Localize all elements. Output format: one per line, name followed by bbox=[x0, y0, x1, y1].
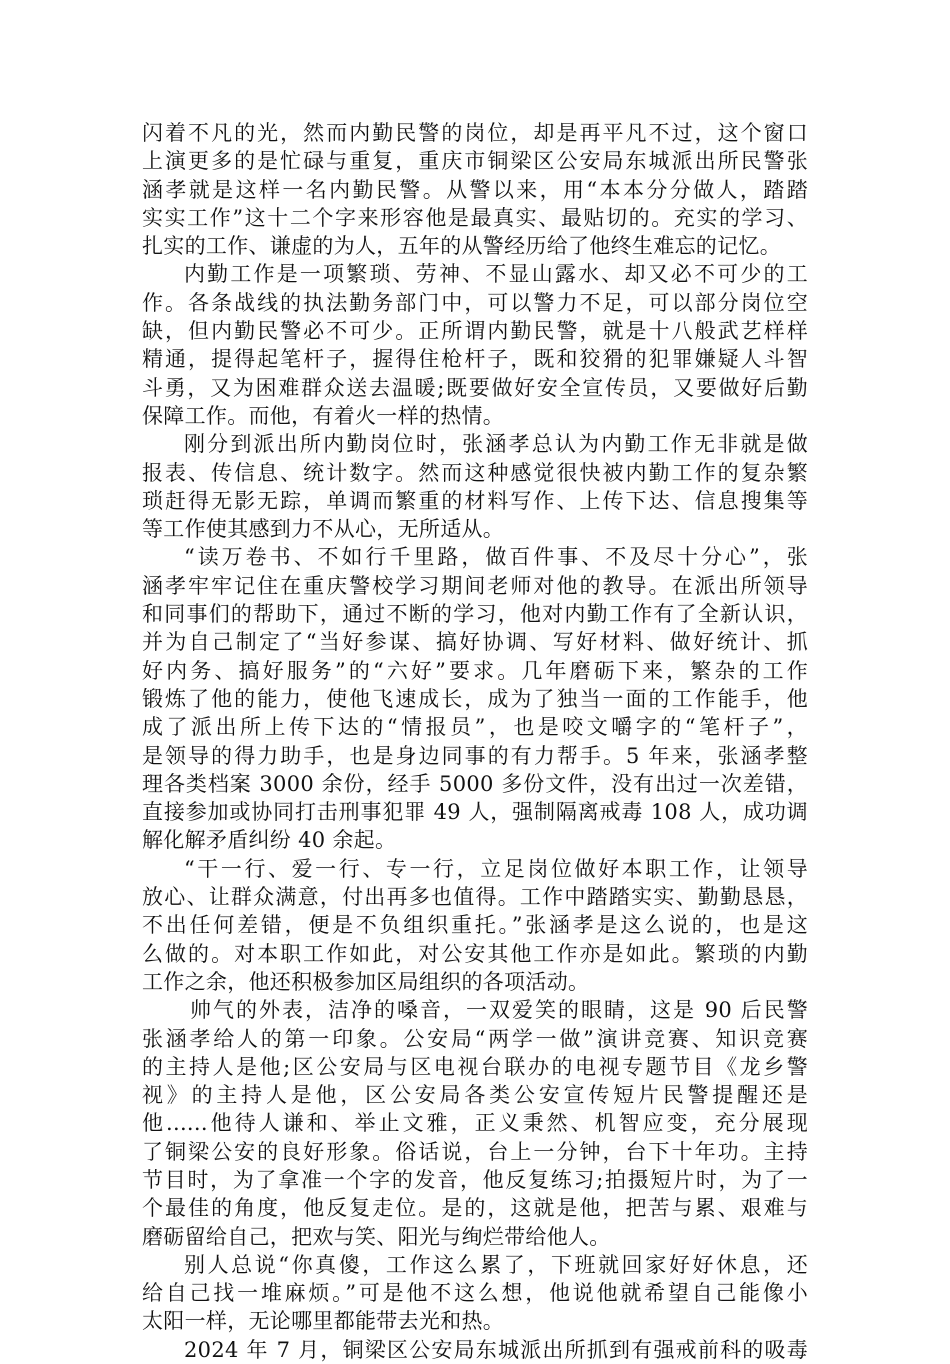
paragraph bbox=[142, 260, 808, 430]
text-line: 内勤工作是一项繁琐、劳神、不显山露水、却又必不可少的工 bbox=[184, 262, 808, 287]
text-line: 琐赶得无影无踪，单调而繁重的材料写作、上传下达、信息搜集等 bbox=[142, 488, 808, 513]
text-line: 缺，但内勤民警必不可少。正所谓内勤民警，就是十八般武艺样样 bbox=[142, 319, 808, 344]
text-line: 和同事们的帮助下，通过不断的学习，他对内勤工作有了全新认识， bbox=[142, 602, 808, 627]
text-line: 解化解矛盾纠纷 40 余起。 bbox=[142, 828, 397, 853]
text-line: 节目时，为了拿准一个字的发音，他反复练习;拍摄短片时，为了一 bbox=[142, 1167, 808, 1192]
paragraph bbox=[142, 855, 808, 996]
text-line: “读万卷书、不如行千里路，做百件事、不及尽十分心”，张 bbox=[184, 545, 808, 570]
text-line: 报表、传信息、统计数字。然而这种感觉很快被内勤工作的复杂繁 bbox=[142, 460, 808, 485]
paragraph bbox=[142, 996, 808, 1251]
text-line: 等工作使其感到力不从心，无所适从。 bbox=[142, 517, 505, 542]
text-line: 好内务、搞好服务”的“六好”要求。几年磨砺下来，繁杂的工作 bbox=[142, 658, 808, 683]
text-line: 别人总说“你真傻，工作这么累了，下班就回家好好休息，还 bbox=[184, 1252, 808, 1277]
text-line: 了铜梁公安的良好形象。俗话说，台上一分钟，台下十年功。主持 bbox=[142, 1139, 808, 1164]
text-line: 帅气的外表，洁净的嗓音，一双爱笑的眼睛，这是 90 后民警 bbox=[190, 998, 808, 1023]
text-line: 涵孝就是这样一名内勤民警。从警以来，用“本本分分做人，踏踏 bbox=[142, 177, 808, 202]
text-line: 直接参加或协同打击刑事犯罪 49 人，强制隔离戒毒 108 人，成功调 bbox=[142, 800, 808, 825]
paragraph bbox=[142, 430, 808, 543]
text-line: 精通，提得起笔杆子，握得住枪杆子，既和狡猾的犯罪嫌疑人斗智 bbox=[142, 347, 808, 372]
text-line: 上演更多的是忙碌与重复，重庆市铜梁区公安局东城派出所民警张 bbox=[142, 149, 808, 174]
paragraph bbox=[142, 119, 808, 260]
text-line: 刚分到派出所内勤岗位时，张涵孝总认为内勤工作无非就是做 bbox=[184, 432, 808, 457]
text-line: 个最佳的角度，他反复走位。是的，这就是他，把苦与累、艰难与 bbox=[142, 1196, 808, 1221]
text-line: 是领导的得力助手，也是身边同事的有力帮手。5 年来，张涵孝整 bbox=[142, 743, 808, 768]
text-line: 斗勇，又为困难群众送去温暖;既要做好安全宣传员，又要做好后勤 bbox=[142, 375, 808, 400]
text-line: 实实工作”这十二个字来形容他是最真实、最贴切的。充实的学习、 bbox=[142, 205, 808, 230]
text-line: 闪着不凡的光，然而内勤民警的岗位，却是再平凡不过，这个窗口 bbox=[142, 121, 808, 145]
text-line: 锻炼了他的能力，使他飞速成长，成为了独当一面的工作能手，他 bbox=[142, 686, 808, 711]
text-line: 视》的主持人是他，区公安局各类公安宣传短片民警提醒还是 bbox=[142, 1083, 808, 1108]
text-line: 太阳一样，无论哪里都能带去光和热。 bbox=[142, 1309, 505, 1334]
text-line: 不出任何差错，便是不负组织重托。”张涵孝是这么说的，也是这 bbox=[142, 913, 808, 938]
paragraph bbox=[142, 543, 808, 854]
text-line: 张涵孝给人的第一印象。公安局“两学一做”演讲竞赛、知识竞赛 bbox=[142, 1026, 808, 1051]
text-line: “干一行、爱一行、专一行，立足岗位做好本职工作，让领导 bbox=[184, 856, 808, 881]
text-line: 2024 年 7 月，铜梁区公安局东城派出所抓到有强戒前科的吸毒 bbox=[184, 1337, 808, 1362]
paragraph bbox=[142, 1336, 808, 1364]
document-page bbox=[142, 119, 808, 1364]
text-line: 么做的。对本职工作如此，对公安其他工作亦是如此。繁琐的内勤 bbox=[142, 941, 808, 966]
text-line: 作。各条战线的执法勤务部门中，可以警力不足，可以部分岗位空 bbox=[142, 290, 808, 315]
text-line: 给自己找一堆麻烦。”可是他不这么想，他说他就希望自己能像小 bbox=[142, 1281, 808, 1306]
text-line: 扎实的工作、谦虚的为人，五年的从警经历给了他终生难忘的记忆。 bbox=[142, 234, 781, 259]
text-line: 保障工作。而他，有着火一样的热情。 bbox=[142, 403, 505, 428]
text-line: 并为自己制定了“当好参谋、搞好协调、写好材料、做好统计、抓 bbox=[142, 630, 808, 655]
text-line: 涵孝牢牢记住在重庆警校学习期间老师对他的教导。在派出所领导 bbox=[142, 573, 808, 598]
text-line: 理各类档案 3000 余份，经手 5000 多份文件，没有出过一次差错， bbox=[142, 771, 808, 796]
text-line: 的主持人是他;区公安局与区电视台联办的电视专题节目《龙乡警 bbox=[142, 1054, 808, 1079]
text-line: 他......他待人谦和、举止文雅，正义秉然、机智应变，充分展现 bbox=[142, 1111, 808, 1136]
text-line: 成了派出所上传下达的“情报员”，也是咬文嚼字的“笔杆子”， bbox=[142, 715, 808, 740]
text-line: 工作之余，他还积极参加区局组织的各项活动。 bbox=[142, 969, 590, 994]
paragraph bbox=[142, 1251, 808, 1336]
text-line: 磨砺留给自己，把欢与笑、阳光与绚烂带给他人。 bbox=[142, 1224, 611, 1249]
text-line: 放心、让群众满意，付出再多也值得。工作中踏踏实实、勤勤恳恳， bbox=[142, 885, 808, 910]
